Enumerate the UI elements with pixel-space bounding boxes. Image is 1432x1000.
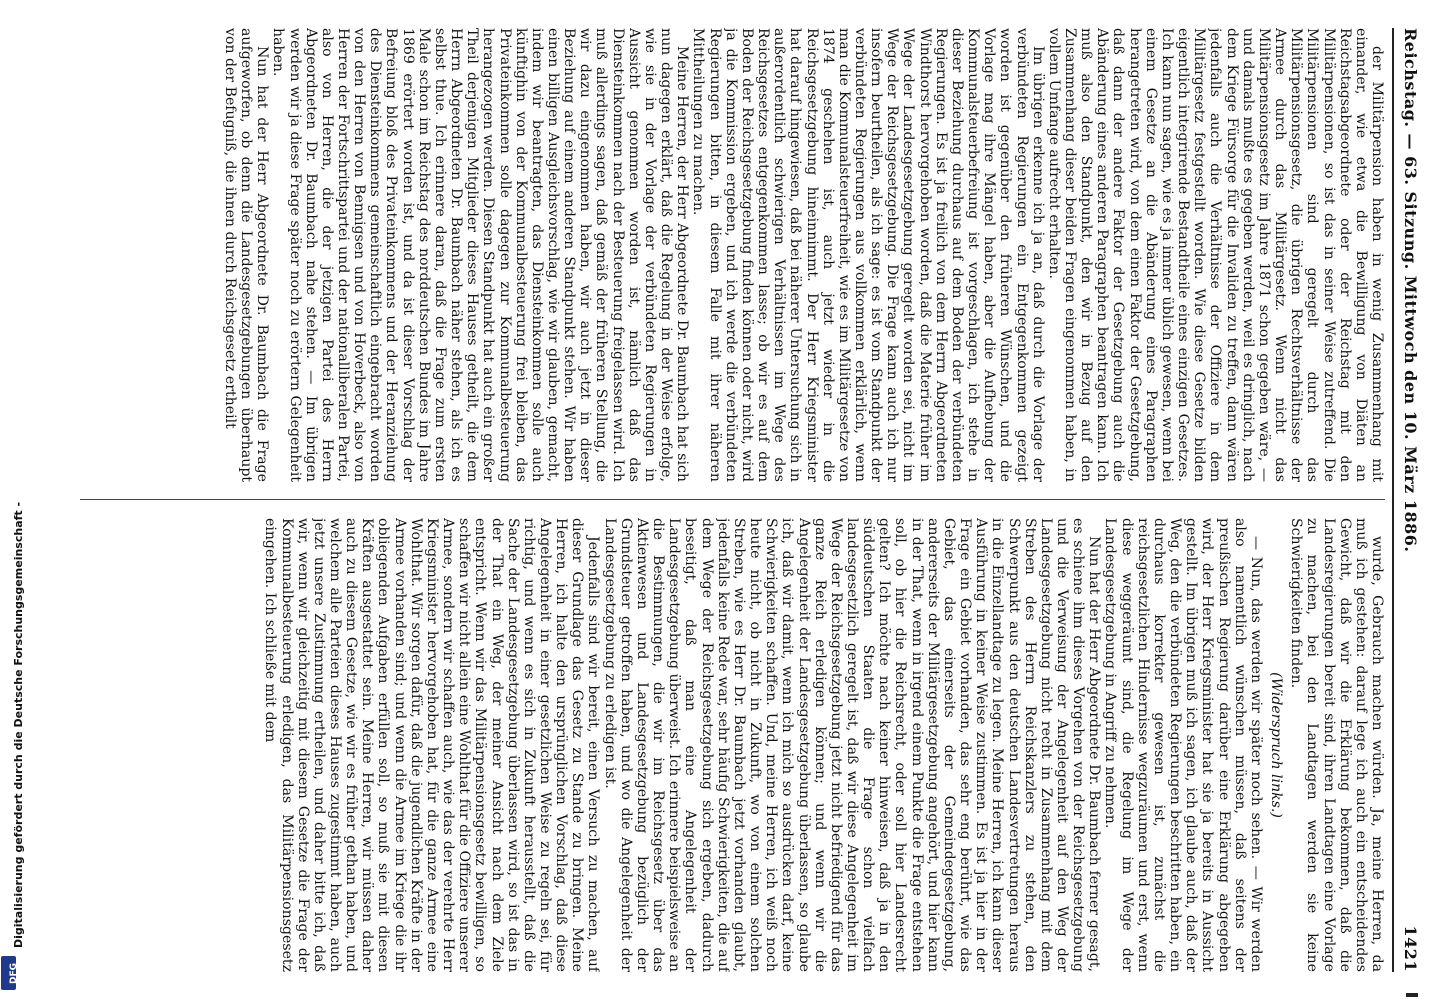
left-column xyxy=(80,28,1385,482)
interjection: (Widerspruch links.) xyxy=(1268,672,1285,818)
paragraph: Meine Herren, der Herr Abgeordnete Dr. Baumbach hat sich nun dagegen erklärt, daß die Regelung in der Weise erfolge, wie sie in der Vorlage der verbündeten Regierungen in Aussicht genommen worden ist, nämlich daß das Diensteinkommen nach der Besteuerung freigelassen wird. Ich muß allerdings sagen, daß gemäß der früheren Stellung, die wir dazu eingenommen haben, wir auch jetzt in dieser Beziehung auf einem anderen Standpunkt stehen. Wir haben einen billigen Ausgleichsvorschlag, wie wir glauben, gemacht, indem wir beantragten, das Diensteinkommen solle auch künftighin von der Kommunalbesteuerung frei bleiben, das Privateinkommen solle dagegen zur Kommunalbesteuerung herangezogen werden. Diesen Standpunkt hat auch ein großer Theil derjenigen Mitglieder dieses Hauses getheilt, die dem Herrn Abgeordneten Dr. Baumbach näher stehen, als ich es selbst thue. Ich erinnere daran, daß die Frage zum ersten Male schon im Reichstag des norddeutschen Bundes im Jahre 1869 erörtert worden ist, und da ist dieser Vorschlag der Befreiung bloß des Privateinkommens und der Heranziehung des Diensteinkommens gemeinschaftlich eingebracht worden von den Herren von Bennigsen und von Hoverbeck, also von Herren der Fortschrittspartei und der nationalliberalen Partei, also von Herren, die der jetzigen Partei des Herrn Abgeordneten Dr. Baumbach nahe stehen. — Im übrigen werden wir ja diese Frage später noch zu erörtern Gelegenheit haben. xyxy=(270,28,691,482)
paragraph: Nun hat der Herr Abgeordnete Dr. Baumbach die Frage aufgeworfen, ob denn die Landesgesetzgebungen überhaupt von der Befugniß, die ihnen durch Reichsgesetz ertheilt xyxy=(221,28,271,482)
right-column xyxy=(80,518,1385,972)
paragraph: der Militärpension haben in wenig Zusammenhang mit einander, wie etwa die Bewilligung von Diäten an Reichstagsabgeordnete oder der Reichstag mit den Militärpensionen, so ist das in seiner Weise zutreffend. Die Militärpensionen sind geregelt durch das Militärpensionsgesetz, die übrigen Rechtsverhältnisse der Armee durch das Militärgesetz. Wenn nicht das Militärpensionsgesetz im Jahre 1871 schon gegeben wäre, — und damals mußte es gegeben werden, weil es dringlich, nach dem Kriege Fürsorge für die Invaliden zu treffen, dann wären jedenfalls auch die Verhältnisse der Offiziere in dem Militärgesetz festgestellt worden. Wie diese Gesetze bilden eigentlich integrirende Bestandtheile eines einzigen Gesetzes. Ich kann nun sagen, wie es ja immer üblich gewesen, wenn bei einem Gesetze an die Abänderung eines Paragraphen herangetreten wird, von dem einen Faktor der Gesetzgebung, daß dann der andere Faktor der Gesetzgebung auch die Abänderung eines anderen Paragraphen beantragen kann. Ich muß also den Standpunkt, den wir in Bezug auf den Zusammenhang dieser beiden Fragen eingenommen haben, in vollem Umfange aufrecht erhalten. xyxy=(1045,28,1385,482)
column-divider xyxy=(80,499,1385,500)
header-rule xyxy=(1392,28,1394,972)
dfg-logo-label: DFG xyxy=(9,962,19,984)
paragraph: Nun hat der Herr Abgeordnete Dr. Baumbach ferner gesagt, es schiene ihm dieses Vorgehen von der Reichsgesetzgebung und die Verweisung der Angelegenheit auf den Weg der Landesgesetzgebung nicht recht in Zusammenhang mit dem Streben des Herrn Reichskanzlers zu stehen, den Schwerpunkt aus den deutschen Landesvertretungen heraus in die Einzellandtage zu legen. Meine Herren, ich kann dieser Ausführung in keiner Weise zustimmen. Es ist ja hier in der Frage ein Gebiet vorhanden, das sehr eng berührt, wie das Gebiet, das einerseits der Gemeindegesetzgebung, andererseits der Militärgesetzgebung angehört, und hier kann in der That, wenn in irgend einem Punkte die Frage entstehen soll, ob hier die Reichsrecht, oder soll hier Landesrecht gelten? Ich möchte nach keiner hinweisen, daß ja in den süddeutschen Staaten die Frage schon vielfach landesgesetzlich geregelt ist, daß wir diese Angelegenheit im Wege der Reichsgesetzgebung jetzt nicht befriedigend für das ganze Reich erledigen können; und wenn wir die Angelegenheit der Landesgesetzgebung überlassen, so glaube ich, daß wir damit, wenn ich mich so ausdrücken darf, keine Schwierigkeiten schaffen. Und, meine Herren, ich weiß noch heute nicht, ob nicht in Zukunft, wo von einem solchen Streben, wie es Herr Dr. Baumbach jetzt vorhanden glaubt, jedenfalls keine Rede war, sehr häufig Schwierigkeiten, die auf dem Wege der Reichsgesetzgebung sich ergeben, dadurch beseitigt, daß man eine Angelegenheit der Landesgesetzgebung überweist. Ich erinnere beispielsweise an die Bestimmungen, die wir im Reichsgesetz über das Aktienwesen und Landesgesetzgebung bezüglich der Grundsteuer getroffen haben, und wo die Angelegenheit der Landesgesetzgebung zu erledigen ist. xyxy=(601,518,1103,972)
page-number: 1421 xyxy=(1401,925,1421,972)
paragraph: wurde, Gebrauch machen würden. Ja, meine Herren, da muß ich gestehen: darauf lege ich auch ein entscheidendes Gewicht, daß wir die Erklärung bekommen, daß die Landesregierungen bereit sind, ihren Landtagen eine Vorlage zu machen, bei den Landtagen werden sie keine Schwierigkeiten finden. xyxy=(1288,518,1385,972)
page-header xyxy=(1397,28,1425,972)
funding-notice: Digitalisierung gefördert durch die Deutsche Forschungsgemeinschaft - xyxy=(12,501,25,948)
dfg-logo-icon xyxy=(1,956,19,990)
document-page xyxy=(35,0,1425,1000)
scan-corner-mark xyxy=(1406,993,1418,997)
running-head: Reichstag. — 63. Sitzung. Mittwoch den 10. März 1886. xyxy=(1401,28,1421,553)
digitization-footer xyxy=(0,0,25,1000)
paragraph: Jedenfalls sind wir bereit, einen Versuch zu machen, auf dieser Grundlage das Gesetz zu Stande zu bringen. Meine Herren, ich halte den ursprünglichen Vorschlag, daß diese Angelegenheit in einer gesetzlichen Weise zu regeln sei, für richtig, und wenn es sich in Zukunft herausstellt, daß die Sache der Landesgesetzgebung überlassen wird, so ist das in der That ein Weg, der meiner Ansicht nach dem Ziele entspricht. Wenn wir das Militärpensionsgesetz bewilligen, so schaffen wir nicht allein eine Wohlthat für die Offiziere unserer Armee, sondern wir schaffen auch, wie das der verehrte Herr Kriegsminister hervorgehoben hat, für die ganze Armee eine Wohlthat. Wir sorgen dafür, daß die jugendlichen Kräfte in der Armee vorhanden sind; und wenn die Armee im Kriege die ihr obliegenden Aufgaben erfüllen soll, so muß sie mit diesen Kräften ausgestattet sein. Meine Herren, wir müssen daher auch zu diesem Gesetze, wie wir es früher gethan haben, und welchem alle Parteien dieses Hauses zugestimmt haben, auch jetzt unsere Zustimmung ertheilen, und daher bitte ich, daß wir, wenn wir gleichzeitig mit diesem Gesetze die Frage der Kommunalbesteuerung erledigen, das Militärpensionsgesetz eingehen. Ich schließe mit dem xyxy=(262,518,602,972)
paragraph: Im übrigen erkenne ich ja an, daß durch die Vorlage der verbündeten Regierungen ein Entgegenkommen gezeigt worden ist gegenüber den früheren Wünschen, und die Vorlage mag ihre Mängel haben, aber die Aufhebung der Kommunalsteuerbefreiung ist vorgeschlagen, ich stehe in dieser Beziehung durchaus auf dem Boden der verbündeten Regierungen. Es ist ja freilich von dem Herrn Abgeordneten Windthorst hervorgehoben worden, daß die Materie früher im Wege der Landesgesetzgebung geregelt worden sei, nicht im Wege der Reichsgesetzgebung. Die Frage kann auch ich nur insofern beurtheilen, als ich sage: es ist vom Standpunkt der verbündeten Regierungen aus vollkommen erklärlich, wenn man die Kommunalsteuerfreiheit, wie es im Militärgesetze von 1874 geschehen ist, auch jetzt wieder in die Reichsgesetzgebung hineinnimmt. Der Herr Kriegsminister hat darauf hingewiesen, daß bei näherer Untersuchung sich in außerordentlich schwierigen Verhältnissen im Wege des Reichsgesetzes entgegenkommen lasse; ob wir es auf dem Boden der Reichsgesetzgebung finden können oder nicht, wird ja die Kommission ergeben, und ich werde die verbündeten Regierungen bitten, in diesem Falle mit ihrer näheren Mittheilungen zu machen. xyxy=(690,28,1046,482)
paragraph: — Nun, das werden wir später noch sehen. — Wir werden also namentlich wünschen müssen, daß seitens der preußischen Regierung darüber eine Erklärung abgegeben wird, der Herr Kriegsminister hat sie ja bereits in Aussicht gestellt. Im übrigen muß ich sagen, ich glaube auch, daß der Weg, den die verbündeten Regierungen beschritten haben, ein durchaus korrekter gewesen ist, zunächst die reichsgesetzlichen Hindernisse wegzuräumen und erst, wenn diese weggeräumt sind, die Regelung im Wege der Landesgesetzgebung in Angriff zu nehmen. xyxy=(1102,518,1264,972)
